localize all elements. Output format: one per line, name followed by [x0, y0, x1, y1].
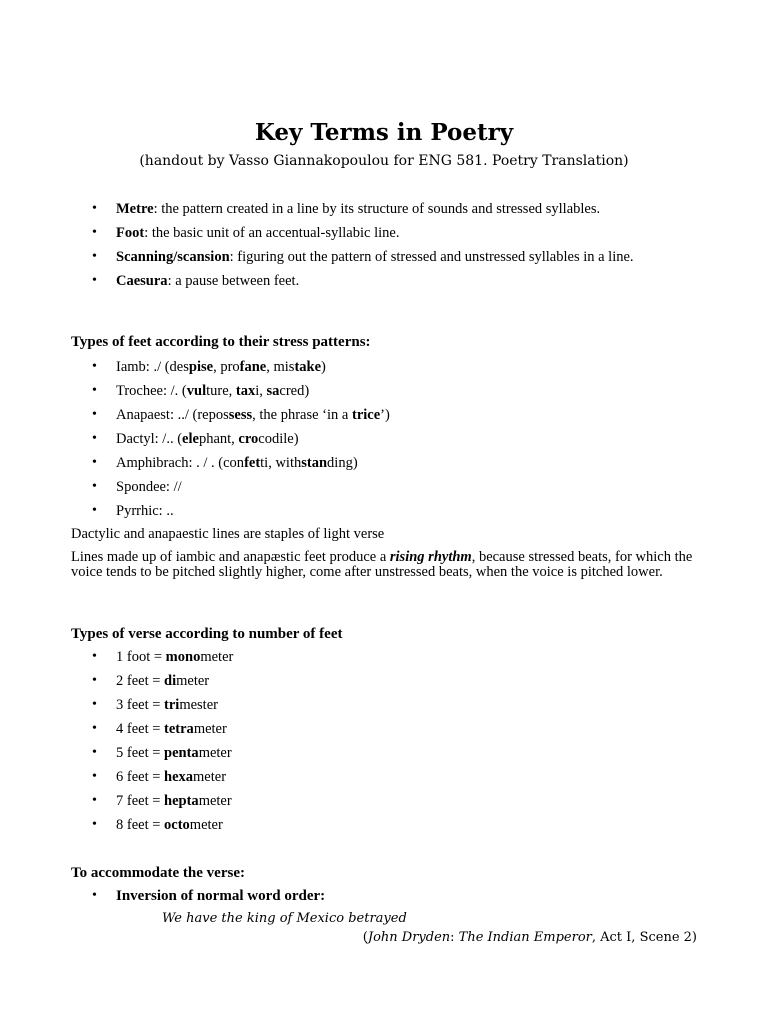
bullet-icon: • — [92, 888, 97, 903]
verse-item — [71, 698, 711, 712]
verse-suffix: meter — [189, 817, 223, 833]
verse-list-container — [71, 650, 711, 842]
definition-term: Foot — [116, 225, 145, 241]
stressed-syllable: trice — [351, 407, 381, 423]
inversion-item — [71, 889, 711, 903]
verse-list — [71, 650, 711, 832]
verse-count: 1 foot = — [116, 649, 166, 665]
foot-item — [71, 360, 711, 374]
inversion-container — [71, 889, 711, 903]
stressed-syllable: ele — [182, 431, 199, 447]
bullet-icon: • — [92, 697, 97, 712]
bullet-icon: • — [92, 225, 97, 240]
foot-text: cred) — [279, 383, 310, 399]
definition-term: Metre — [116, 201, 154, 217]
verse-prefix: octo — [164, 817, 190, 833]
verse-count: 7 feet = — [116, 793, 165, 809]
foot-text: , pro — [213, 359, 240, 375]
feet-list — [71, 360, 711, 518]
foot-text: i, — [255, 383, 267, 399]
stressed-syllable: fane — [239, 359, 267, 375]
stressed-syllable: tax — [235, 383, 256, 399]
verse-suffix: meter — [193, 769, 227, 785]
verse-prefix: hexa — [164, 769, 194, 785]
rising-rhythm-before: Lines made up of iambic and anapæstic feet produce a — [71, 549, 390, 565]
rising-rhythm-after: , because stressed beats, for which the voice tends to be pitched slightly higher, come after unstressed beats, when the voice is pitched lower. — [71, 549, 693, 580]
foot-text: Iamb: ./ (des — [116, 359, 189, 375]
accommodate-list — [71, 889, 711, 903]
verse-heading: Types of verse according to number of feet — [71, 626, 343, 642]
verse-section — [71, 626, 711, 642]
verse-count: 2 feet = — [116, 673, 165, 689]
bullet-icon: • — [92, 673, 97, 688]
verse-suffix: meter — [198, 745, 232, 761]
bullet-icon: • — [92, 455, 97, 470]
rising-rhythm-paragraph — [71, 550, 701, 580]
rising-rhythm-emphasis: rising rhythm — [389, 549, 472, 565]
verse-prefix: hepta — [164, 793, 199, 809]
citation-sep: : — [450, 930, 459, 945]
stressed-syllable: sess — [228, 407, 253, 423]
foot-item — [71, 456, 711, 470]
bullet-icon: • — [92, 383, 97, 398]
foot-text: phant, — [198, 431, 239, 447]
citation-work: The Indian Emperor — [458, 930, 592, 945]
stressed-syllable: cro — [238, 431, 259, 447]
verse-item — [71, 794, 711, 808]
definitions-list — [71, 202, 711, 288]
verse-item — [71, 818, 711, 832]
accommodate-heading: To accommodate the verse: — [71, 865, 245, 881]
verse-prefix: tri — [164, 697, 180, 713]
verse-prefix: penta — [164, 745, 199, 761]
bullet-icon: • — [92, 745, 97, 760]
bullet-icon: • — [92, 249, 97, 264]
bullet-icon: • — [92, 201, 97, 216]
definition-text: : the pattern created in a line by its structure of sounds and stressed syllables. — [153, 201, 601, 217]
page-subtitle: (handout by Vasso Giannakopoulou for ENG 581. Poetry Translation) — [139, 153, 629, 169]
definition-text: : the basic unit of an accentual-syllabic line. — [144, 225, 400, 241]
stressed-syllable: take — [294, 359, 322, 375]
verse-item — [71, 746, 711, 760]
page-title: Key Terms in Poetry — [254, 119, 514, 146]
bullet-icon: • — [92, 649, 97, 664]
rising-rhythm-section — [71, 550, 701, 580]
bullet-icon: • — [92, 793, 97, 808]
foot-text: ) — [321, 359, 326, 375]
light-verse-note: Dactylic and anapaestic lines are staples of light verse — [71, 526, 385, 542]
foot-text: ’) — [380, 407, 390, 423]
verse-item — [71, 674, 711, 688]
bullet-icon: • — [92, 407, 97, 422]
verse-suffix: meter — [176, 673, 210, 689]
foot-text: Spondee: // — [116, 479, 182, 495]
stressed-syllable: sa — [266, 383, 280, 399]
stressed-syllable: pise — [188, 359, 214, 375]
verse-item — [71, 722, 711, 736]
citation-rest: , Act I, Scene 2) — [591, 930, 697, 945]
foot-text: Amphibrach: . / . (con — [116, 455, 245, 471]
feet-section — [71, 334, 711, 350]
verse-suffix: meter — [200, 649, 234, 665]
foot-text: Pyrrhic: .. — [116, 503, 174, 519]
verse-prefix: tetra — [164, 721, 194, 737]
feet-list-container — [71, 360, 711, 528]
bullet-icon: • — [92, 431, 97, 446]
bullet-icon: • — [92, 817, 97, 832]
definition-item — [71, 226, 711, 240]
bullet-icon: • — [92, 503, 97, 518]
foot-text: , the phrase ‘in a — [252, 407, 352, 423]
foot-text: Dactyl: /.. ( — [116, 431, 183, 447]
verse-suffix: meter — [193, 721, 227, 737]
verse-count: 8 feet = — [116, 817, 165, 833]
verse-item — [71, 650, 711, 664]
definition-term: Scanning/scansion — [116, 249, 230, 265]
definition-text: : a pause between feet. — [167, 273, 300, 289]
stressed-syllable: vul — [186, 383, 207, 399]
stressed-syllable: stan — [301, 455, 328, 471]
foot-text: Trochee: /. ( — [116, 383, 187, 399]
verse-prefix: di — [164, 673, 177, 689]
definition-item — [71, 202, 711, 216]
bullet-icon: • — [92, 721, 97, 736]
citation-author: John Dryden — [367, 930, 451, 945]
foot-text: , mis — [266, 359, 295, 375]
bullet-icon: • — [92, 769, 97, 784]
light-verse-section — [71, 527, 711, 542]
verse-suffix: mester — [179, 697, 218, 713]
foot-item — [71, 504, 711, 518]
definitions-section — [71, 202, 711, 288]
verse-count: 3 feet = — [116, 697, 165, 713]
bullet-icon: • — [92, 479, 97, 494]
definition-term: Caesura — [116, 273, 168, 289]
foot-text: codile) — [258, 431, 299, 447]
inversion-label: Inversion of normal word order: — [116, 888, 326, 904]
citation — [0, 930, 697, 946]
foot-item — [71, 480, 711, 494]
definition-text: : figuring out the pattern of stressed and unstressed syllables in a line. — [229, 249, 634, 265]
verse-count: 6 feet = — [116, 769, 165, 785]
accommodate-section — [71, 865, 711, 881]
definition-item — [71, 250, 711, 264]
foot-text: ture, — [206, 383, 236, 399]
stressed-syllable: fet — [244, 455, 261, 471]
bullet-icon: • — [92, 359, 97, 374]
verse-count: 4 feet = — [116, 721, 165, 737]
foot-item — [71, 432, 711, 446]
definition-item — [71, 274, 711, 288]
foot-item — [71, 408, 711, 422]
feet-heading: Types of feet according to their stress patterns: — [71, 334, 371, 350]
foot-item — [71, 384, 711, 398]
verse-prefix: mono — [165, 649, 201, 665]
verse-count: 5 feet = — [116, 745, 165, 761]
verse-suffix: meter — [198, 793, 232, 809]
foot-text: Anapaest: ../ (repos — [116, 407, 229, 423]
citation-open: ( — [362, 930, 368, 945]
dryden-quote: We have the king of Mexico betrayed — [162, 911, 407, 926]
bullet-icon: • — [92, 273, 97, 288]
foot-text: ding) — [327, 455, 358, 471]
verse-item — [71, 770, 711, 784]
foot-text: ti, with — [260, 455, 302, 471]
